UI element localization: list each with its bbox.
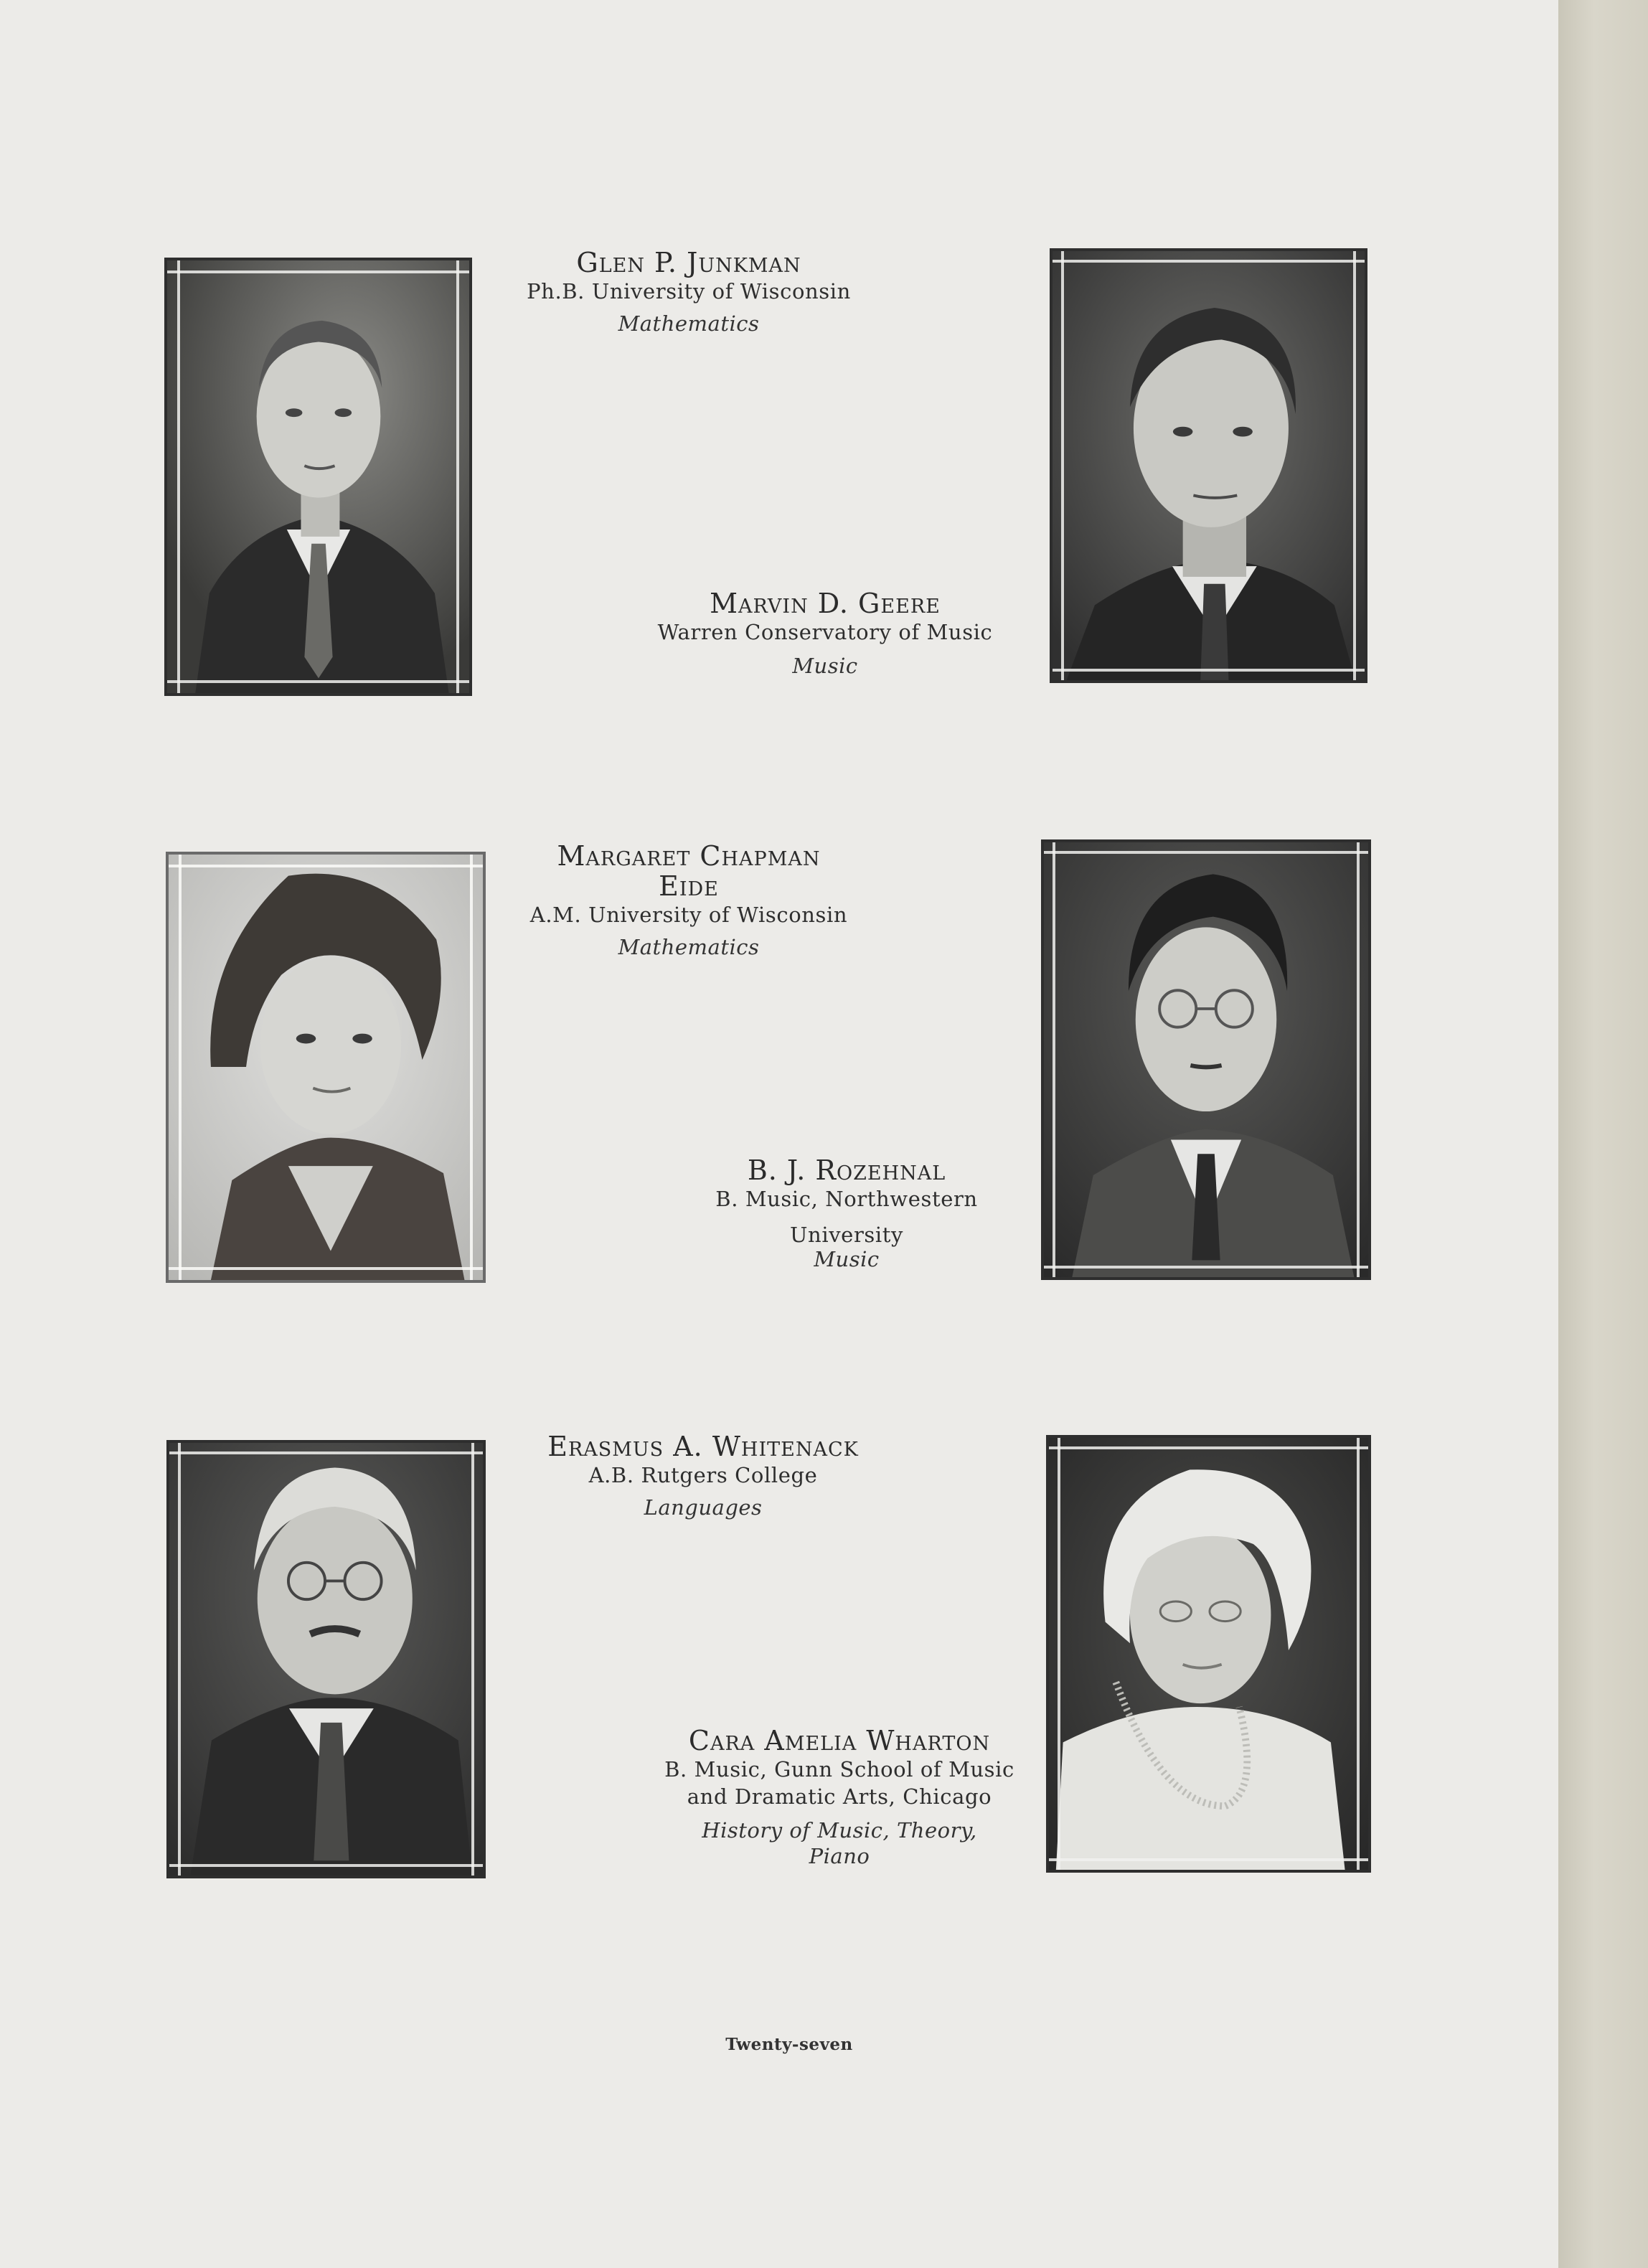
faculty-name: Glen P. Junkman bbox=[576, 247, 801, 278]
portrait-photo-wharton bbox=[1046, 1435, 1371, 1873]
faculty-subject: Mathematics bbox=[618, 311, 760, 336]
faculty-degree: A.M. University of Wisconsin bbox=[529, 903, 848, 927]
faculty-subject: Languages bbox=[644, 1495, 763, 1520]
faculty-degree: Ph.B. University of Wisconsin bbox=[527, 279, 851, 304]
faculty-subject: Music bbox=[792, 654, 858, 678]
caption-junkman bbox=[474, 248, 904, 338]
faculty-name: Erasmus A. Whitenack bbox=[547, 1431, 859, 1462]
faculty-degree: A.B. Rutgers College bbox=[588, 1463, 818, 1487]
faculty-name: Marvin D. Geere bbox=[710, 588, 941, 619]
portrait-photo-geere bbox=[1050, 248, 1367, 683]
portrait-image bbox=[1044, 842, 1368, 1277]
faculty-name: Cara Amelia Wharton bbox=[688, 1725, 991, 1756]
faculty-subject-line1: History of Music, Theory, bbox=[702, 1818, 977, 1843]
page-number: Twenty-seven bbox=[725, 2035, 853, 2054]
caption-rozehnal bbox=[660, 1155, 1033, 1271]
caption-eide bbox=[474, 841, 904, 961]
portrait-image bbox=[169, 855, 483, 1280]
faculty-subject-line2: Piano bbox=[809, 1844, 870, 1868]
portrait-image bbox=[169, 1443, 483, 1876]
portrait-image bbox=[167, 260, 469, 693]
faculty-name-line2: Eide bbox=[659, 870, 719, 902]
portrait-photo-whitenack bbox=[166, 1440, 486, 1878]
portrait-photo-rozehnal bbox=[1041, 839, 1371, 1280]
portrait-image bbox=[1053, 251, 1365, 680]
portrait-photo-eide bbox=[166, 852, 486, 1283]
portrait-image bbox=[1049, 1438, 1368, 1870]
faculty-name-line1: Margaret Chapman bbox=[557, 840, 821, 872]
portrait-photo-junkman bbox=[164, 258, 472, 696]
faculty-degree: Warren Conservatory of Music bbox=[657, 620, 993, 644]
faculty-name: B. J. Rozehnal bbox=[747, 1154, 946, 1186]
page-edge bbox=[1558, 0, 1648, 2268]
faculty-subject: Music bbox=[814, 1247, 880, 1271]
caption-whitenack bbox=[502, 1431, 904, 1522]
caption-wharton bbox=[631, 1726, 1047, 1869]
faculty-subject: Mathematics bbox=[618, 935, 760, 959]
faculty-degree-line2: University bbox=[790, 1223, 903, 1247]
faculty-degree-line1: B. Music, Northwestern bbox=[715, 1187, 978, 1211]
caption-geere bbox=[624, 588, 1026, 680]
faculty-degree-line2: and Dramatic Arts, Chicago bbox=[687, 1784, 992, 1809]
faculty-degree-line1: B. Music, Gunn School of Music bbox=[664, 1757, 1014, 1782]
